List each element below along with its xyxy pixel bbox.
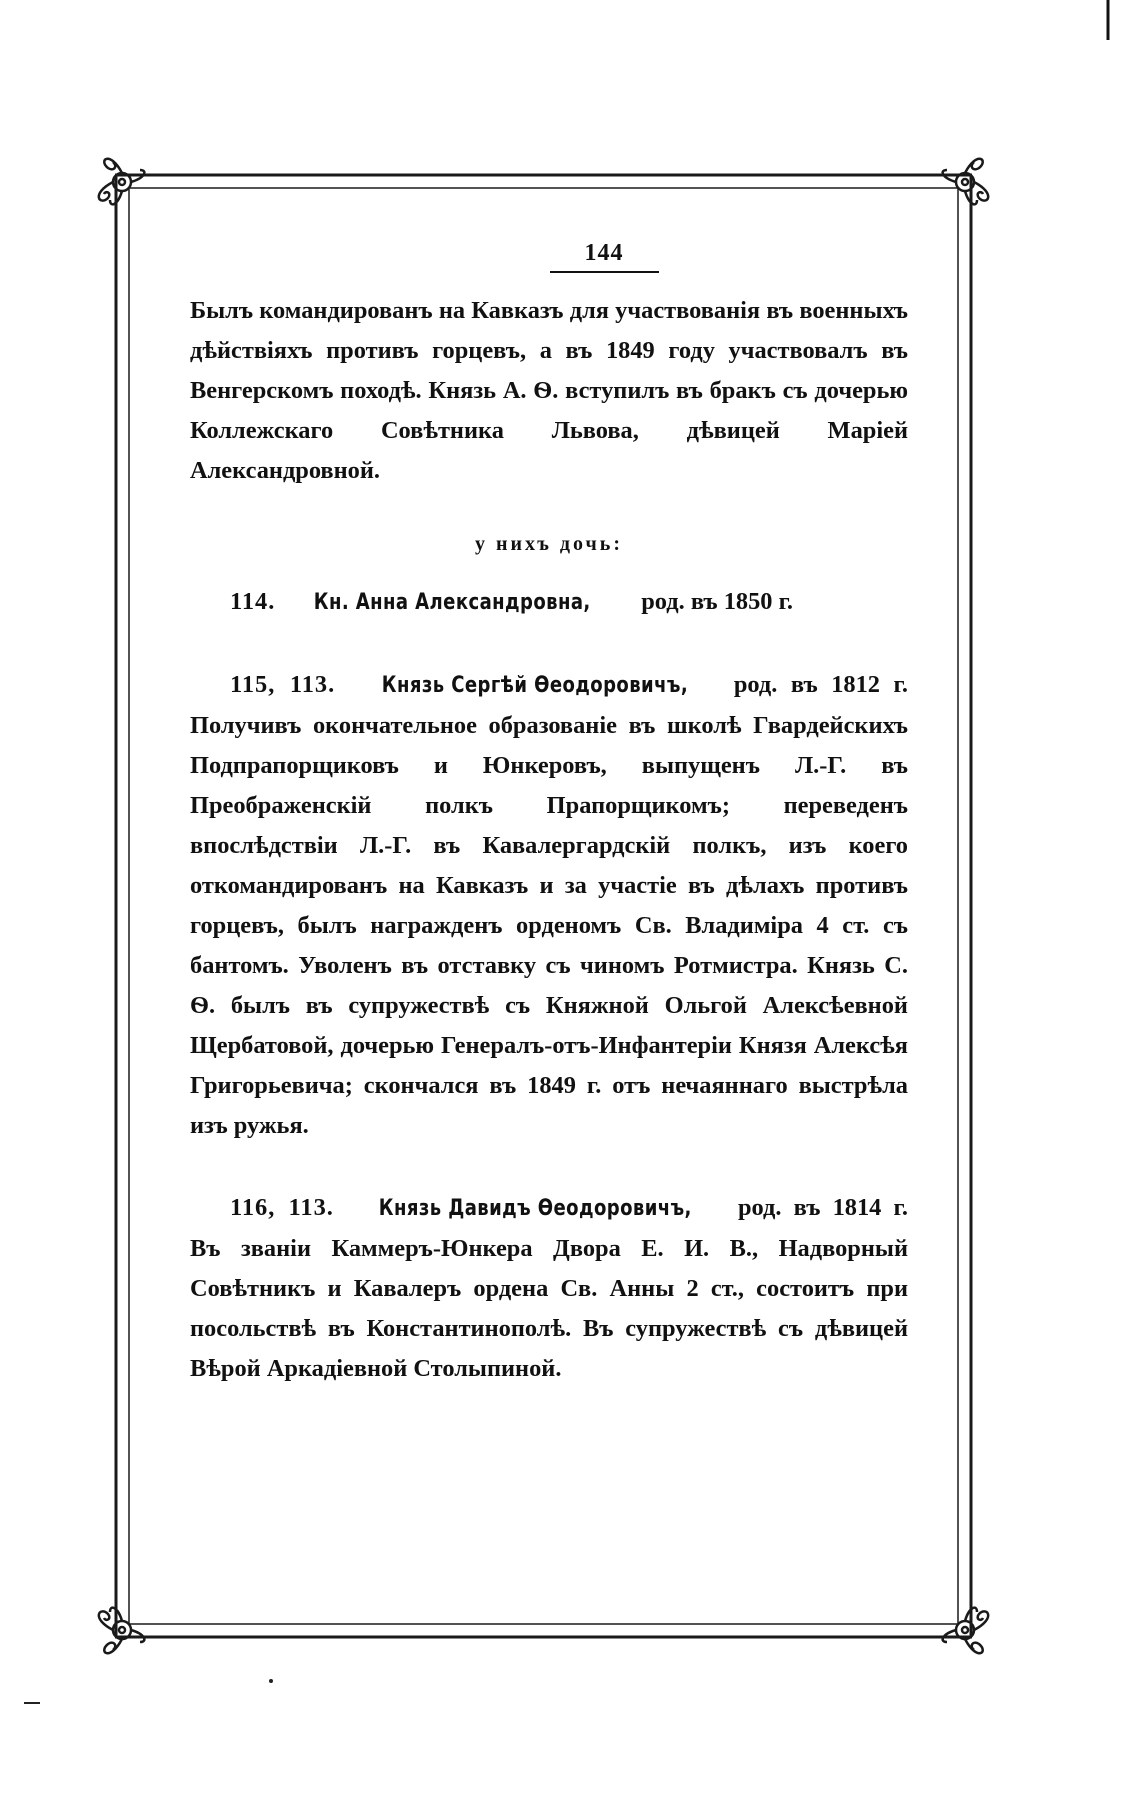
scan-dust [269, 1679, 273, 1683]
entry-name: Князь Давидъ Ѳеодоровичъ, [378, 1196, 692, 1221]
page-content [190, 240, 908, 1389]
entry-114 [190, 582, 908, 623]
corner-ornament-bottom-left [99, 1608, 145, 1654]
corner-ornament-top-right [943, 159, 989, 205]
page-number: 144 [300, 240, 908, 273]
entry-born: род. въ 1812 г. [733, 671, 908, 698]
intro-paragraph: Былъ командированъ на Кавказъ для участвованія въ военныхъ дѣйствіяхъ противъ горцевъ, а въ 1849 году участвовалъ въ Венгерскомъ походѣ. Князь А. Ѳ. вступилъ въ бракъ съ дочерью Коллежскаго Совѣтника Львова, дѣвицей Маріей Александровной. [190, 297, 908, 484]
entry-text: Получивъ окончательное образованіе въ школѣ Гвардейскихъ Подпрапорщиковъ и Юнкеровъ, выпущенъ Л.-Г. въ Преображенскій полкъ Прапорщикомъ; переведенъ впослѣдствіи Л.-Г. въ Кавалергардскій полкъ, изъ коего откомандированъ на Кавказъ и за участіе въ дѣлахъ противъ горцевъ, былъ награжденъ орденомъ Св. Владиміра 4 ст. съ бантомъ. Уволенъ въ отставку съ чиномъ Ротмистра. Князь С. Ѳ. былъ въ супружествѣ съ Княжной Ольгой Алексѣевной Щербатовой, дочерью Генералъ-отъ-Инфантеріи Князя Алексѣя Григорьевича; скончался въ 1849 г. отъ нечаяннаго выстрѣла изъ ружья. [190, 712, 908, 1139]
entry-text: Въ званіи Каммеръ-Юнкера Двора Е. И. В., Надворный Совѣтникъ и Кавалеръ ордена Св. Анны 2 ст., состоитъ при посольствѣ въ Константинополѣ. Въ супружествѣ съ дѣвицей Вѣрой Аркадіевной Столыпиной. [190, 1235, 908, 1382]
entry-115 [190, 665, 908, 1146]
entry-116 [190, 1188, 908, 1389]
subheading-daughter: у нихъ дочь: [474, 533, 624, 555]
entry-born: род. въ 1850 г. [641, 588, 794, 615]
entry-name: Кн. Анна Александровна, [314, 590, 592, 615]
entry-number: 115, 113. [230, 671, 336, 698]
corner-ornament-top-left [99, 159, 145, 205]
entry-name: Князь Сергѣй Ѳеодоровичъ, [381, 673, 688, 698]
entry-born: род. въ 1814 г. [737, 1194, 908, 1221]
entry-number: 114. [230, 588, 276, 615]
entry-number: 116, 113. [230, 1194, 334, 1221]
corner-ornament-bottom-right [943, 1608, 989, 1654]
